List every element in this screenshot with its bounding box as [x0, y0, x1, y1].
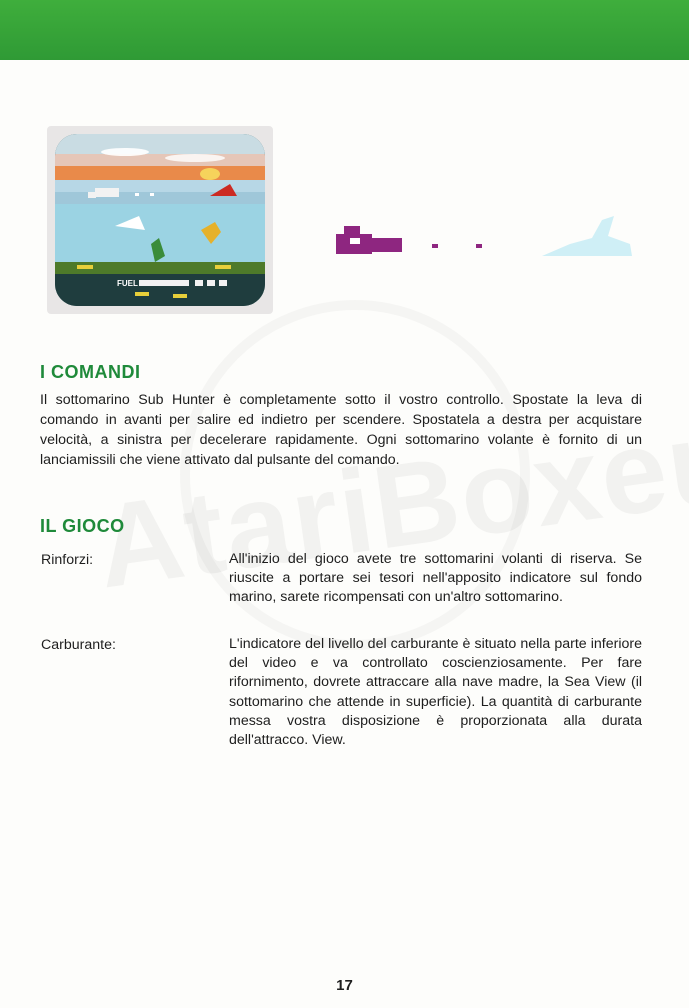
- fuel-label: FUEL: [117, 279, 138, 288]
- sky-pink: [55, 154, 265, 166]
- definition-carburante: L'indicatore del livello del carburante è situato nella parte inferiore del video e va controllato coscienziosamente. Per fare rifornimento, dovrete attraccare alla nave madre, la Sea View (il sottomarino che attende in superficie). La quantità di carburante messa vostra disposizione è proporzionata alla durata dell'attracco. View.: [229, 636, 642, 749]
- hud-block: [195, 280, 203, 286]
- treasure: [215, 265, 231, 269]
- definition-rinforzi: All'inizio del gioco avete tre sottomarini volanti di riserva. Se riuscite a portare sei tesori nell'apposito indicatore sul fondo marino, sarete ricompensati con un'altro sottomarino.: [229, 551, 642, 606]
- hud-ground: [55, 274, 265, 306]
- sunset-band: [55, 166, 265, 180]
- dash-mark: [150, 193, 154, 196]
- cloud: [101, 148, 149, 156]
- term-rinforzi: Rinforzi:: [41, 552, 94, 568]
- reserve-sub: [173, 294, 187, 298]
- hud-block: [219, 280, 227, 286]
- cloud: [165, 154, 225, 162]
- section-title-game: IL GIOCO: [40, 516, 125, 536]
- dash-mark: [476, 244, 482, 248]
- tv-screen: [55, 134, 265, 306]
- sun: [200, 168, 220, 180]
- page-number: 17: [336, 977, 353, 994]
- term-carburante: Carburante:: [41, 637, 116, 653]
- ship-illustration: [542, 216, 632, 256]
- dash-mark: [135, 193, 139, 196]
- controls-paragraph: Il sottomarino Sub Hunter è completamente sotto il vostro controllo. Spostate la leva di comando in avanti per salire ed indietro per scendere. Spostatela a destra per acquistare velocità, a sinistra per decelerare rapidamente. Ogni sottomarino volante è fornito di un lanciamissili che viene attivato dal pulsante del comando.: [40, 392, 642, 468]
- sub-illustration: [336, 226, 402, 254]
- game-screenshot: [47, 126, 273, 314]
- sky-top: [55, 134, 265, 154]
- reserve-sub: [135, 292, 149, 296]
- dash-mark: [432, 244, 438, 248]
- treasure: [77, 265, 93, 269]
- game-scene: [55, 134, 265, 306]
- sub-and-ship-illustration: [330, 214, 640, 264]
- header-band: [0, 0, 689, 60]
- fuel-gauge: [139, 280, 189, 286]
- section-title-controls: I COMANDI: [40, 362, 141, 382]
- hud-block: [207, 280, 215, 286]
